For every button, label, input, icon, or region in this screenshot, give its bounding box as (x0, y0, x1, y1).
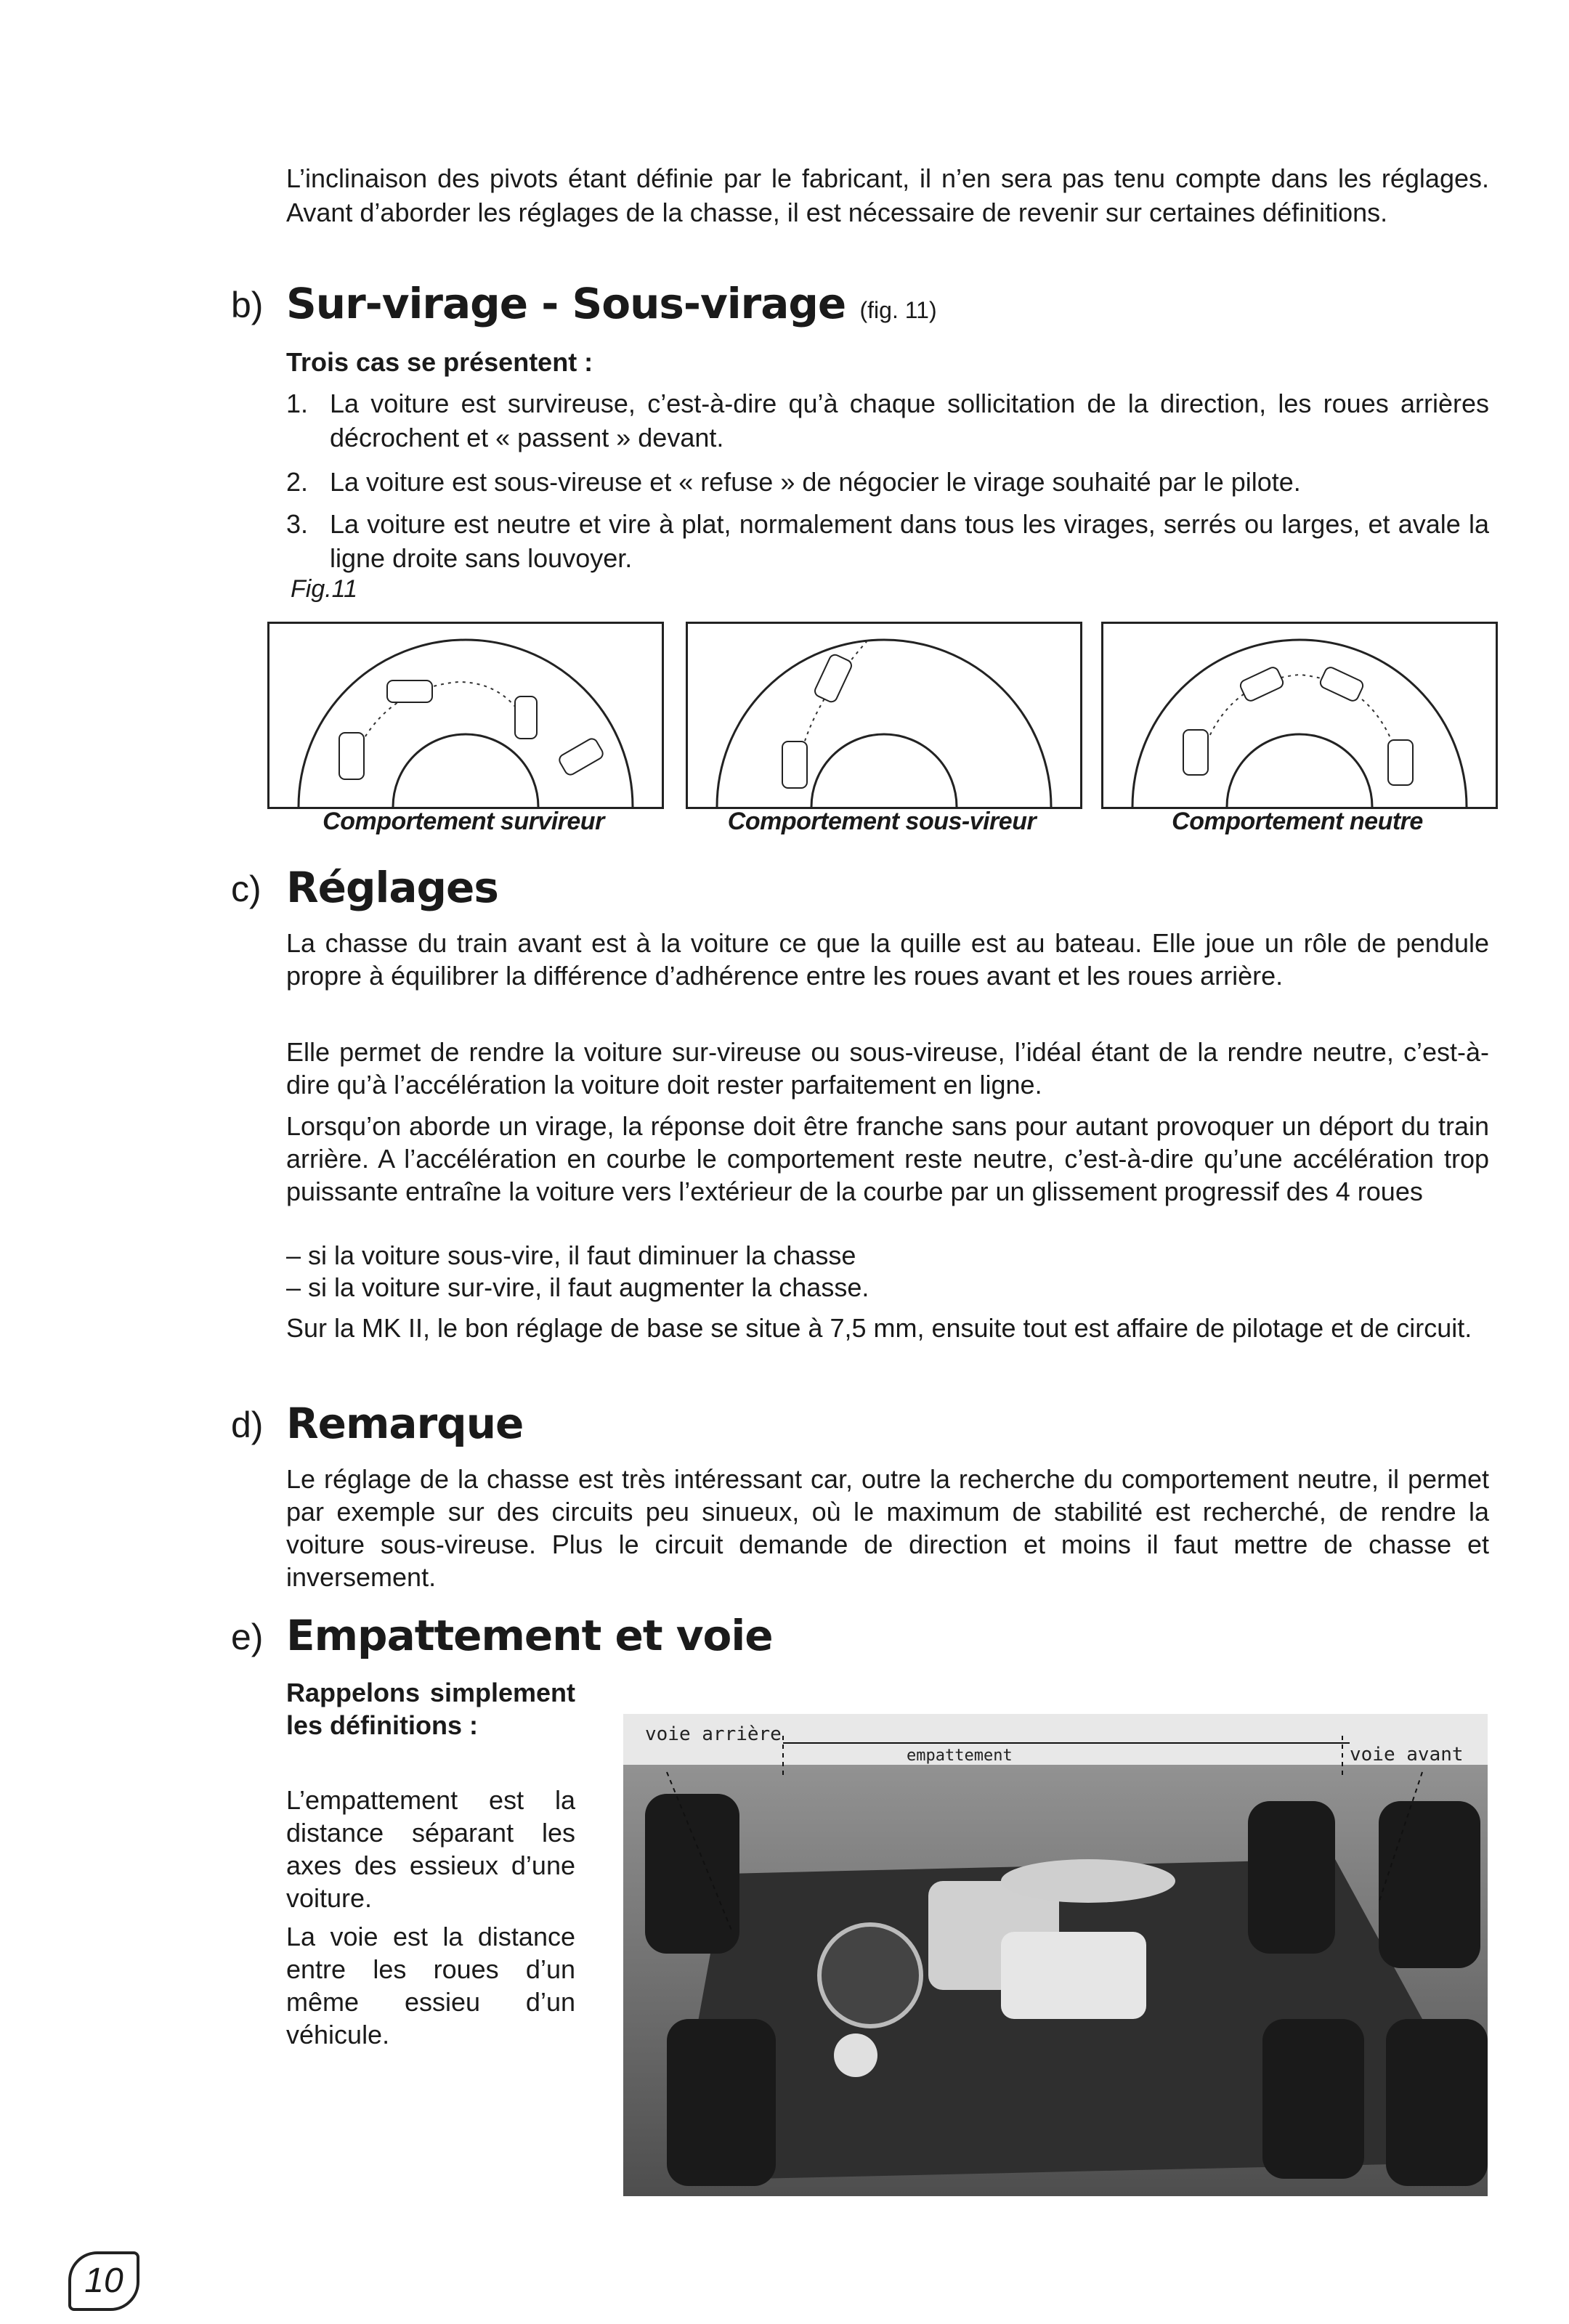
section-e-wheelbase-def: L’empattement est la distance séparant les axes des essieux d’une voiture. (286, 1785, 575, 1913)
caption-neutral: Comportement neutre (1172, 808, 1423, 835)
figure-panel-oversteer (267, 622, 664, 809)
chassis-illustration (623, 1714, 1488, 2196)
wheelbase-label: empattement (907, 1747, 1013, 1765)
section-b-title (286, 280, 937, 333)
section-e-letter: e) (231, 1617, 264, 1657)
section-b-subtitle: Trois cas se présentent : (286, 347, 593, 377)
figure-label: Fig.11 (291, 575, 357, 603)
page-number: 10 (68, 2251, 139, 2311)
caption-oversteer: Comportement survireur (323, 808, 604, 835)
section-c-letter: c) (231, 869, 262, 909)
neutral-diagram (1103, 624, 1496, 807)
list-item-text: La voiture est neutre et vire à plat, normalement dans tous les virages, serrés ou larges, et avale la ligne droite sans louvoyer. (330, 509, 1489, 573)
front-track-label: voie avant (1350, 1744, 1464, 1766)
figure-panel-understeer (686, 622, 1082, 809)
section-d-letter: d) (231, 1405, 264, 1445)
section-c-dash-1: – si la voiture sous-vire, il faut diminuer la chasse (286, 1240, 856, 1270)
section-c-paragraph-4: Sur la MK II, le bon réglage de base se situe à 7,5 mm, ensuite tout est affaire de pilotage et de circuit. (286, 1313, 1472, 1343)
section-c-paragraph-2: Elle permet de rendre la voiture sur-vireuse ou sous-vireuse, l’idéal étant de la rendre neutre, c’est-à-dire qu’à l’accélération la voiture doit rester parfaitement en ligne. (286, 1037, 1489, 1100)
intro-paragraph: L’inclinaison des pivots étant définie par le fabricant, il n’en sera pas tenu compte dans les réglages. Avant d’aborder les réglages de la chasse, il est nécessaire de revenir sur certaines définitions. (286, 163, 1489, 227)
figure-panel-neutral (1101, 622, 1498, 809)
section-c-dash-2: – si la voiture sur-vire, il faut augmenter la chasse. (286, 1272, 869, 1302)
section-b-title-text: Sur-virage - Sous-virage (286, 279, 846, 328)
list-item-number: 1. (286, 389, 309, 418)
rear-track-label: voie arrière (645, 1723, 782, 1745)
list-item-number: 2. (286, 467, 309, 497)
section-c-paragraph-1: La chasse du train avant est à la voiture ce que la quille est au bateau. Elle joue un rôle de pendule propre à équilibrer la différence d’adhérence entre les roues avant et les roues arrière. (286, 928, 1489, 991)
list-item-text: La voiture est survireuse, c’est-à-dire qu’à chaque sollicitation de la direction, les roues arrières décrochent et « passent » devant. (330, 389, 1489, 452)
list-item-number: 3. (286, 509, 309, 539)
section-e-track-def: La voie est la distance entre les roues d’un même essieu d’un véhicule. (286, 1922, 575, 2049)
understeer-diagram (688, 624, 1080, 807)
section-d-paragraph: Le réglage de la chasse est très intéressant car, outre la recherche du comportement neutre, il permet par exemple sur des circuits peu sinueux, où le maximum de stabilité est recherché, de rendre la voiture sous-vireuse. Plus le circuit demande de direction et moins il faut mettre de chasse et inversement. (286, 1464, 1489, 1592)
oversteer-diagram (269, 624, 662, 807)
section-e-title: Empattement et voie (286, 1611, 773, 1660)
section-b-letter: b) (231, 285, 264, 325)
section-b-fig-ref: (fig. 11) (859, 297, 937, 323)
list-item-text: La voiture est sous-vireuse et « refuse » de négocier le virage souhaité par le pilote. (330, 467, 1301, 497)
section-c-paragraph-3: Lorsqu’on aborde un virage, la réponse doit être franche sans pour autant provoquer un déport du train arrière. A l’accélération en courbe le comportement reste neutre, c’est-à-dire qu’une accélération trop puissante entraîne la voiture vers l’extérieur de la courbe par un glissement progressif des 4 roues (286, 1111, 1489, 1206)
caption-understeer: Comportement sous-vireur (727, 808, 1037, 835)
section-c-title: Réglages (286, 863, 498, 912)
section-e-subtitle: Rappelons simplement les définitions : (286, 1678, 575, 1740)
chassis-photo (623, 1714, 1488, 2196)
section-d-title: Remarque (286, 1399, 524, 1448)
